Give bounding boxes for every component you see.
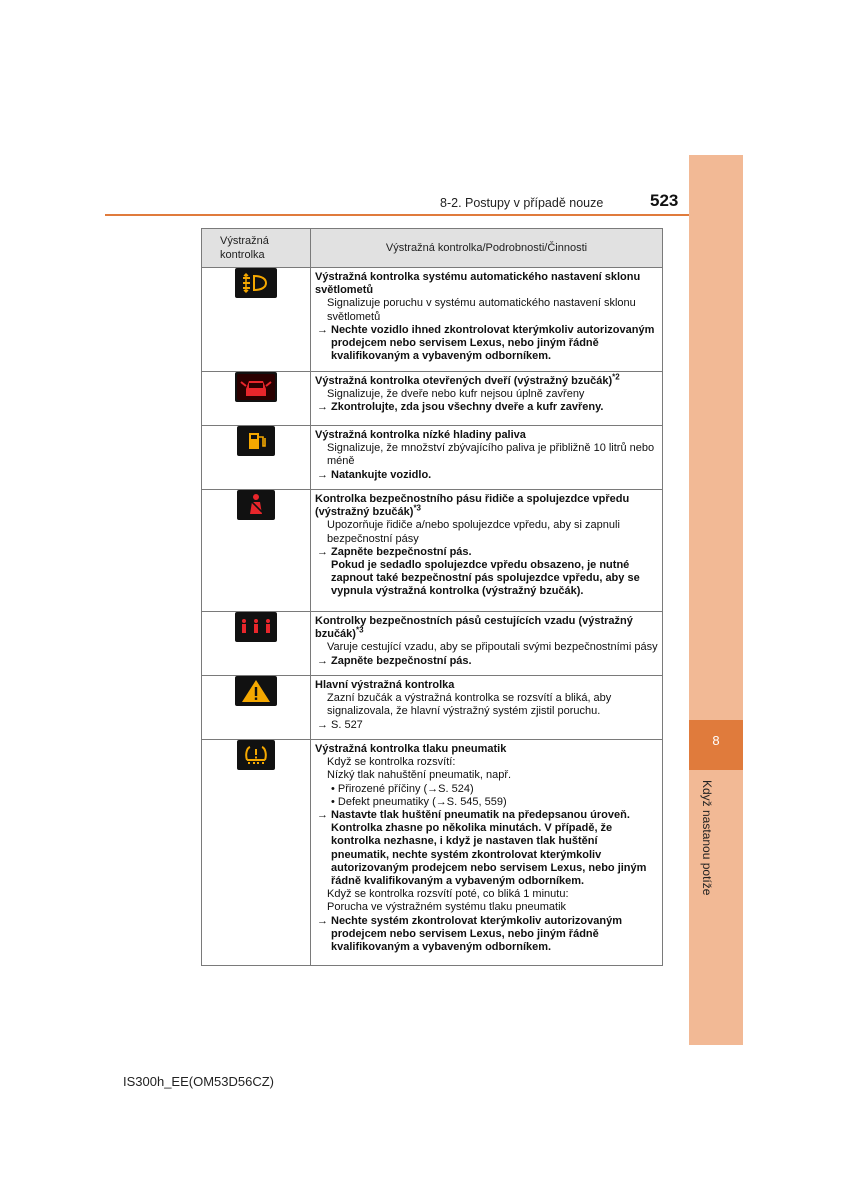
chapter-title: Když nastanou potíže — [700, 780, 714, 896]
table-row — [202, 268, 663, 372]
icon-cell — [202, 372, 311, 426]
row-action: → S. 527 — [317, 718, 363, 731]
section-title: 8-2. Postupy v případě nouze — [440, 196, 604, 210]
row-title: Výstražná kontrolka nízké hladiny paliva — [315, 429, 526, 441]
table-row — [202, 676, 663, 740]
table-header-row — [202, 229, 663, 268]
icon-cell — [202, 490, 311, 612]
column-header-light: Výstražná kontrolka — [202, 229, 311, 268]
document-code: IS300h_EE(OM53D56CZ) — [123, 1074, 275, 1089]
row-description: Nízký tlak nahuštění pneumatik, např. — [327, 769, 512, 782]
arrow-icon: → — [317, 914, 328, 927]
row-description: Signalizuje, že množství zbývajícího paliva je přibližně 10 litrů nebo méně — [327, 442, 655, 468]
row-action: → Zapněte bezpečnostní pás. — [317, 654, 472, 667]
footnote-marker: *2 — [612, 372, 620, 382]
list-item: • Přirozené příčiny (→S. 524) — [331, 782, 474, 795]
row-description: Signalizuje, že dveře nebo kufr nejsou úplně zavřeny — [327, 388, 585, 401]
details-cell — [311, 268, 663, 372]
icon-cell — [202, 268, 311, 372]
row-title: Kontrolka bezpečnostního pásu řidiče a spolujezdce vpředu (výstražný bzučák)$^{*3}$ — [315, 493, 630, 519]
icon-cell — [202, 612, 311, 676]
rear-seatbelt-reminder-icon — [235, 612, 277, 642]
footnote-marker: *3 — [413, 503, 421, 513]
row-description: Zazní bzučák a výstražná kontrolka se rozsvítí a bliká, aby signalizovala, že hlavní výstražný systém zjistil poruchu. — [327, 692, 612, 718]
row-action: → Zkontrolujte, zda jsou všechny dveře a kufr zavřeny. — [317, 401, 604, 414]
row-description: Když se kontrolka rozsvítí: — [327, 756, 456, 769]
row-title: Hlavní výstražná kontrolka — [315, 679, 455, 691]
row-title: Výstražná kontrolka systému automatického nastavení sklonu světlometů — [315, 271, 641, 297]
arrow-icon: → — [317, 809, 328, 822]
arrow-icon: → — [317, 323, 328, 336]
icon-cell — [202, 740, 311, 966]
details-cell — [311, 426, 663, 490]
master-warning-icon — [235, 676, 277, 706]
details-cell — [311, 740, 663, 966]
row-action: → Zapněte bezpečnostní pás. — [317, 545, 472, 558]
chapter-side-tab — [689, 155, 743, 1045]
header-rule — [105, 214, 689, 216]
row-title: Výstražná kontrolka otevřených dveří (výstražný bzučák)$^{*2}$ — [315, 372, 620, 387]
open-door-warning-icon — [235, 372, 277, 402]
row-action: → Nastavte tlak huštění pneumatik na předepsanou úroveň. — [317, 809, 630, 822]
icon-cell — [202, 676, 311, 740]
row-action: → Nechte vozidlo ihned zkontrolovat kterýmkoliv autorizovaným prodejcem nebo servisem Lexus, nebo jiným řádně kvalifikovaným a vybaveným odborníkem. — [317, 323, 655, 363]
row-title: Výstražná kontrolka tlaku pneumatik — [315, 743, 507, 755]
row-action: → Nechte systém zkontrolovat kterýmkoliv autorizovaným prodejcem nebo servisem Lexus, nebo jiným řádně kvalifikovaným a vybaveným odborníkem. — [317, 914, 622, 954]
details-cell — [311, 676, 663, 740]
row-action-detail: Pokud je sedadlo spolujezdce vpředu obsazeno, je nutné zapnout také bezpečnostní pás spolujezdce vpředu, aby se vypnula výstražná kontrolka (výstražný bzučák). — [331, 559, 640, 598]
row-description: Varuje cestující vzadu, aby se připoutali svými bezpečnostními pásy — [327, 641, 658, 654]
chapter-number: 8 — [689, 720, 743, 770]
column-header-details: Výstražná kontrolka/Podrobnosti/Činnosti — [311, 229, 663, 268]
row-description: Upozorňuje řidiče a/nebo spolujezdce vpředu, aby si zapnuli bezpečnostní pásy — [327, 519, 620, 545]
row-action-detail: Kontrolka zhasne po několika minutách. V případě, že kontrolka nezhasne, i když je nastaven tlak huštění pneumatik, nechte systém zkontrolovat kterýmkoliv autorizovaným prodejcem nebo servisem Lexus, nebo jiným řádně kvalifikovaným a vybaveným odborníkem. — [331, 822, 647, 888]
table-row — [202, 740, 663, 966]
headlight-leveling-warning-icon — [235, 268, 277, 298]
row-description: Signalizuje poruchu v systému automatického nastavení sklonu světlometů — [327, 297, 636, 323]
low-fuel-warning-icon — [237, 426, 275, 456]
arrow-icon: → — [317, 401, 328, 414]
arrow-icon: → — [317, 654, 328, 667]
arrow-icon: → — [317, 545, 328, 558]
table-row — [202, 612, 663, 676]
tire-pressure-warning-icon — [237, 740, 275, 770]
page-number: 523 — [650, 191, 679, 210]
row-action: → Natankujte vozidlo. — [317, 468, 432, 481]
table-row — [202, 372, 663, 426]
row-title: Kontrolky bezpečnostních pásů cestujících vzadu (výstražný bzučák)$^{*3}$ — [315, 615, 633, 641]
row-description: Porucha ve výstražném systému tlaku pneumatik — [327, 901, 567, 914]
arrow-icon: → — [317, 468, 328, 481]
details-cell — [311, 490, 663, 612]
list-item: • Defekt pneumatiky (→S. 545, 559) — [331, 795, 507, 808]
seatbelt-reminder-icon — [237, 490, 275, 520]
warning-lights-table — [201, 228, 663, 966]
footnote-marker: *3 — [355, 625, 364, 635]
icon-cell — [202, 426, 311, 490]
arrow-icon: → — [317, 718, 328, 731]
details-cell — [311, 612, 663, 676]
row-description: Když se kontrolka rozsvítí poté, co bliká 1 minutu: — [327, 888, 569, 901]
details-cell — [311, 372, 663, 426]
table-row — [202, 490, 663, 612]
table-row — [202, 426, 663, 490]
